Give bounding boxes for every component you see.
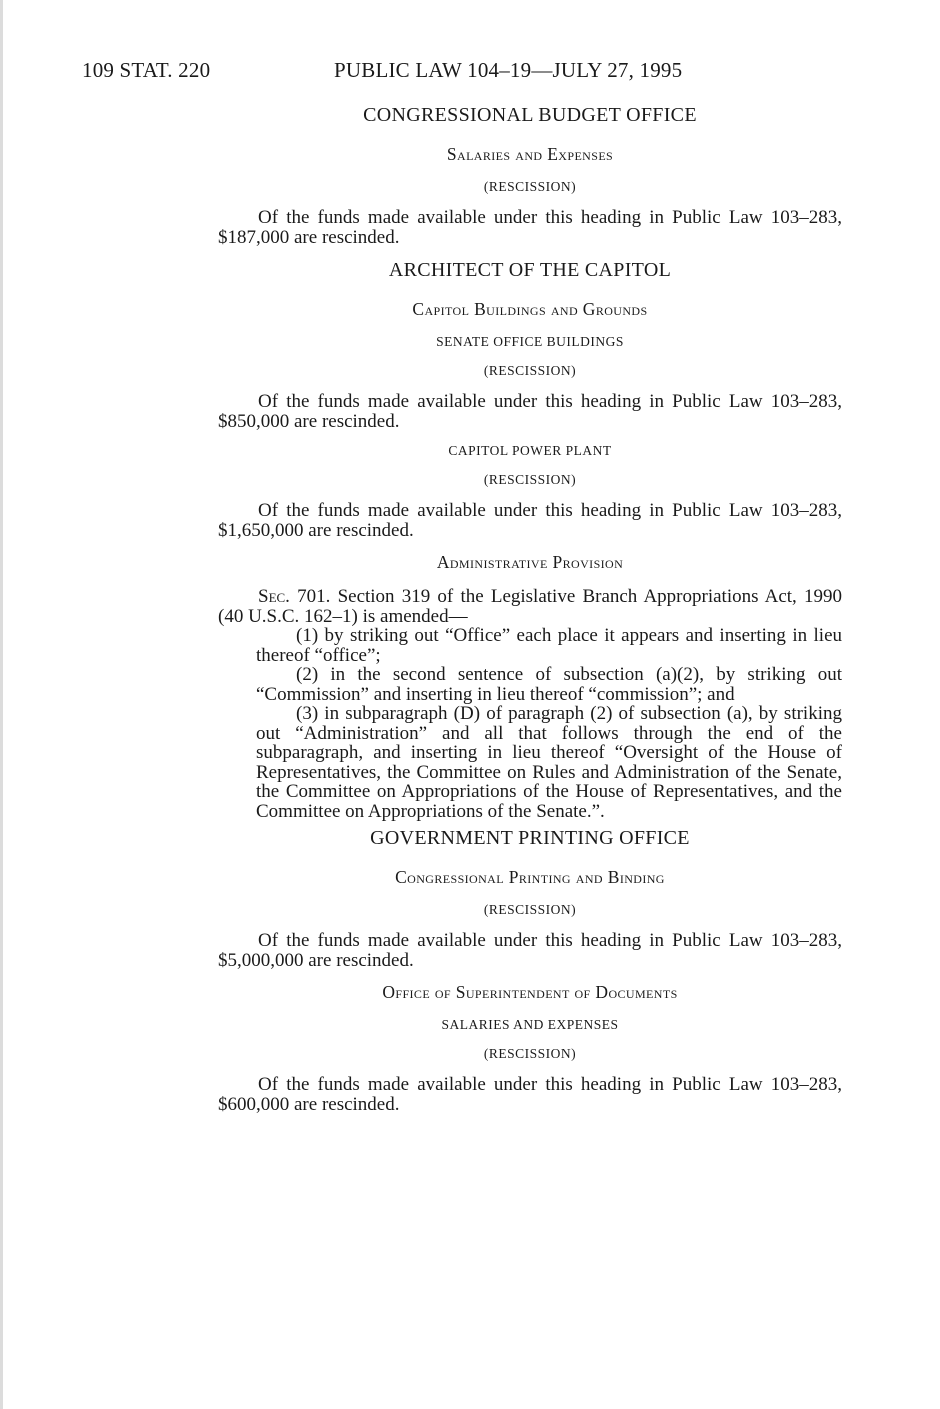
statute-page-reference: 109 STAT. 220 — [82, 58, 211, 82]
amendment-item-1: (1) by striking out “Office” each place it appears and inserting in lieu thereof “office”; — [256, 625, 842, 666]
senate-rescission-text: Of the funds made available under this heading in Public Law 103–283, $850,000 are rescinded. — [218, 391, 842, 432]
document-body — [218, 104, 842, 1126]
cbo-salaries-heading: Salaries and Expenses — [446, 144, 614, 164]
administrative-provision-heading: Administrative Provision — [436, 552, 624, 572]
sec-701-intro-text: Section 319 of the Legislative Branch Appropriations Act, 1990 (40 U.S.C. 162–1) is amended— — [218, 586, 842, 627]
page-edge — [0, 0, 3, 1409]
senate-buildings-subheading: SENATE OFFICE BUILDINGS — [436, 334, 624, 349]
cbo-rescission-label: (RESCISSION) — [483, 179, 577, 194]
aoc-agency-heading: ARCHITECT OF THE CAPITOL — [388, 259, 672, 281]
printing-binding-heading: Congressional Printing and Binding — [395, 867, 665, 887]
supdocs-rescission-text: Of the funds made available under this heading in Public Law 103–283, $600,000 are rescinded. — [218, 1074, 842, 1115]
amendment-item-3: (3) in subparagraph (D) of paragraph (2) of subsection (a), by striking out “Administration” and all that follows through the end of the subparagraph, and inserting in lieu thereof “Oversight of the House of Representatives, the Committee on Rules and Administration of the Senate, the Committee on Appropriations of the House of Representatives, and the Committee on Appropriations of the Senate.”. — [256, 703, 842, 822]
amendment-item-2: (2) in the second sentence of subsection (a)(2), by striking out “Commission” and inserting in lieu thereof “commission”; and — [256, 664, 842, 705]
public-law-title: PUBLIC LAW 104–19—JULY 27, 1995 — [334, 58, 683, 82]
printing-rescission-label: (RESCISSION) — [483, 902, 577, 917]
aoc-buildings-heading: Capitol Buildings and Grounds — [412, 299, 648, 319]
supdocs-salaries-subheading: SALARIES AND EXPENSES — [441, 1017, 619, 1032]
sec-701-label: Sec. 701. — [258, 586, 331, 607]
supdocs-rescission-label: (RESCISSION) — [483, 1046, 577, 1061]
senate-rescission-label: (RESCISSION) — [483, 363, 577, 378]
printing-rescission-text: Of the funds made available under this heading in Public Law 103–283, $5,000,000 are rescinded. — [218, 930, 842, 971]
cbo-rescission-text: Of the funds made available under this heading in Public Law 103–283, $187,000 are rescinded. — [218, 207, 842, 248]
power-plant-rescission-text: Of the funds made available under this heading in Public Law 103–283, $1,650,000 are rescinded. — [218, 500, 842, 541]
power-plant-rescission-label: (RESCISSION) — [483, 472, 577, 487]
superintendent-documents-heading: Office of Superintendent of Documents — [382, 982, 678, 1002]
gpo-agency-heading: GOVERNMENT PRINTING OFFICE — [370, 827, 690, 849]
power-plant-subheading: CAPITOL POWER PLANT — [448, 443, 612, 458]
cbo-agency-heading: CONGRESSIONAL BUDGET OFFICE — [363, 104, 697, 126]
sec-701-intro — [218, 587, 842, 626]
